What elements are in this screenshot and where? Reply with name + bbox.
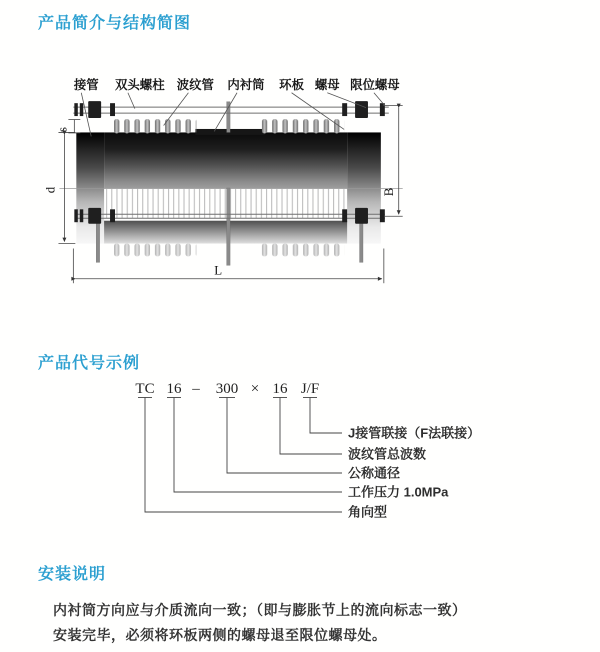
install-line-1: 内衬筒方向应与介质流向一致；（即与膨胀节上的流向标志一致）	[53, 602, 467, 618]
dim-label-B: B	[381, 187, 396, 197]
dim-label-L: L	[214, 263, 223, 278]
code-token-pressure: 16	[166, 381, 182, 397]
part-label-nut: 螺母	[314, 77, 340, 92]
code-token-dash: –	[192, 381, 200, 397]
code-connector-lines	[138, 398, 342, 513]
part-label-pipe-end: 接管	[73, 77, 99, 92]
code-token-joint: J/F	[300, 381, 320, 397]
heading-product-intro: 产品简介与结构简图	[38, 15, 192, 32]
part-label-ring-plate: 环板	[279, 77, 304, 92]
product-code-diagram	[120, 376, 540, 526]
part-label-bellows: 波纹管	[176, 77, 214, 92]
tie-rod-upper	[73, 101, 388, 118]
code-note-waves: 波纹管总波数	[348, 446, 427, 462]
bellows-body-lower	[104, 221, 347, 257]
install-line-2: 安装完毕，必须将环板两侧的螺母退至限位螺母处。	[53, 627, 387, 643]
code-note-type: 角向型	[348, 504, 388, 520]
bellows-body-upper	[104, 129, 347, 189]
dimension-s	[68, 120, 80, 133]
heading-install: 安装说明	[38, 566, 107, 583]
dimension-d	[58, 132, 75, 243]
structure-diagram	[30, 62, 450, 310]
part-label-stud: 双头螺柱	[115, 77, 165, 92]
code-token-waves: 16	[272, 381, 288, 397]
dimension-B	[383, 106, 403, 217]
code-token-dn: 300	[215, 381, 239, 397]
code-token-type: TC	[135, 381, 155, 397]
code-note-pressure: 工作压力 1.0MPa	[348, 484, 449, 500]
dim-label-d: d	[43, 186, 58, 194]
code-note-joint: J接管联接（F法联接）	[348, 425, 481, 441]
install-instructions	[53, 598, 523, 648]
part-label-limit-nut: 限位螺母	[350, 77, 400, 92]
code-token-times: ×	[250, 381, 260, 397]
dim-label-s: s	[55, 126, 70, 132]
part-label-liner: 内衬筒	[227, 77, 265, 92]
code-note-dn: 公称通径	[348, 465, 401, 481]
heading-code-example: 产品代号示例	[38, 355, 141, 372]
